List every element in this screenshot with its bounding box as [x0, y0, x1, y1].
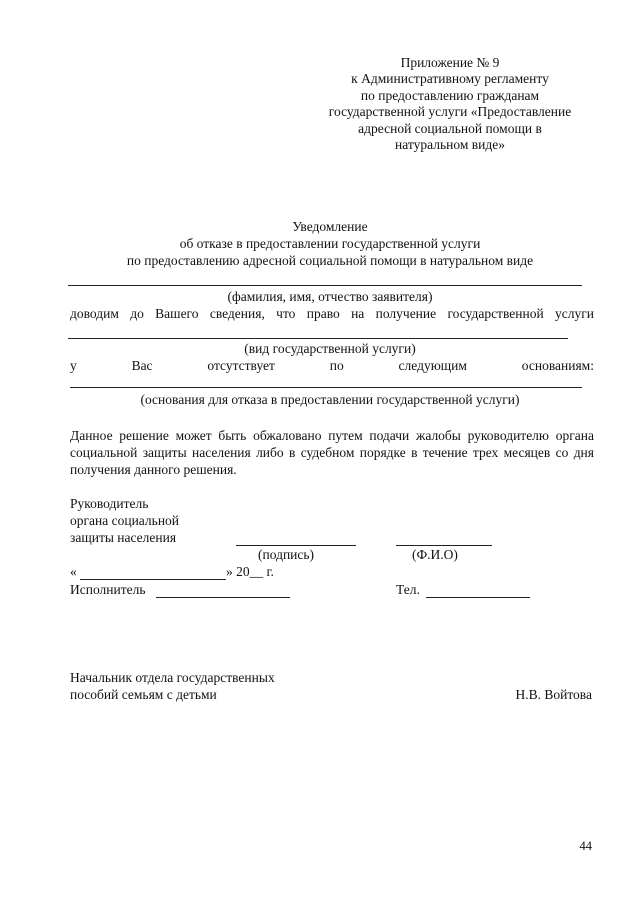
absent-word: у — [70, 358, 77, 373]
applicant-caption: (фамилия, имя, отчество заявителя) — [227, 289, 433, 304]
signature-blank-line — [236, 545, 356, 546]
appendix-line: по предоставлению гражданам — [360, 88, 540, 103]
notice-subtitle: по предоставлению адресной социальной помощи в натуральном виде — [126, 253, 534, 268]
executor-blank-line — [156, 597, 290, 598]
page-number: 44 — [579, 839, 592, 853]
appendix-line: Приложение № 9 — [400, 55, 500, 70]
appendix-line: государственной услуги «Предоставление — [328, 104, 572, 119]
date-blank-line — [80, 579, 226, 580]
signature-caption: (подпись) — [258, 547, 315, 562]
absent-line — [70, 358, 594, 374]
service-caption: (вид государственной услуги) — [244, 341, 416, 356]
name-blank-line — [396, 545, 492, 546]
date-year: » 20__ г. — [226, 564, 274, 579]
appendix-line: натуральном виде» — [395, 137, 505, 152]
reasons-blank-line — [70, 387, 582, 388]
head-title-line: защиты населения — [70, 530, 177, 545]
official-name: Н.В. Войтова — [515, 687, 592, 702]
appendix-line: к Административному регламенту — [351, 71, 549, 86]
phone-label: Тел. — [396, 582, 420, 597]
name-caption: (Ф.И.О) — [412, 547, 458, 562]
absent-word: следующим — [398, 358, 467, 373]
absent-word: основаниям: — [521, 358, 594, 373]
applicant-blank-line — [68, 285, 582, 286]
reasons-caption: (основания для отказа в предоставлении государственной услуги) — [140, 392, 520, 407]
date-open-quote: « — [70, 564, 77, 579]
notice-subtitle: об отказе в предоставлении государственной услуги — [179, 236, 481, 251]
head-title-line: органа социальной — [70, 513, 180, 528]
position-line: Начальник отдела государственных — [70, 670, 275, 685]
position-line: пособий семьям с детьми — [70, 687, 217, 702]
inform-line: доводим до Вашего сведения, что право на получение государственной услуги — [70, 306, 594, 321]
absent-word: отсутствует — [207, 358, 275, 373]
head-title-line: Руководитель — [70, 496, 149, 511]
appendix-line: адресной социальной помощи в — [358, 121, 542, 136]
service-blank-line — [68, 338, 568, 339]
notice-title: Уведомление — [292, 219, 368, 234]
executor-label: Исполнитель — [70, 582, 146, 597]
phone-blank-line — [426, 597, 530, 598]
absent-word: по — [329, 358, 344, 373]
appeal-paragraph: Данное решение может быть обжаловано путем подачи жалобы руководителю органа социальной защиты населения либо в судебном порядке в течение трех месяцев со дня получения данного решения. — [70, 428, 594, 477]
absent-word: Вас — [131, 358, 153, 373]
